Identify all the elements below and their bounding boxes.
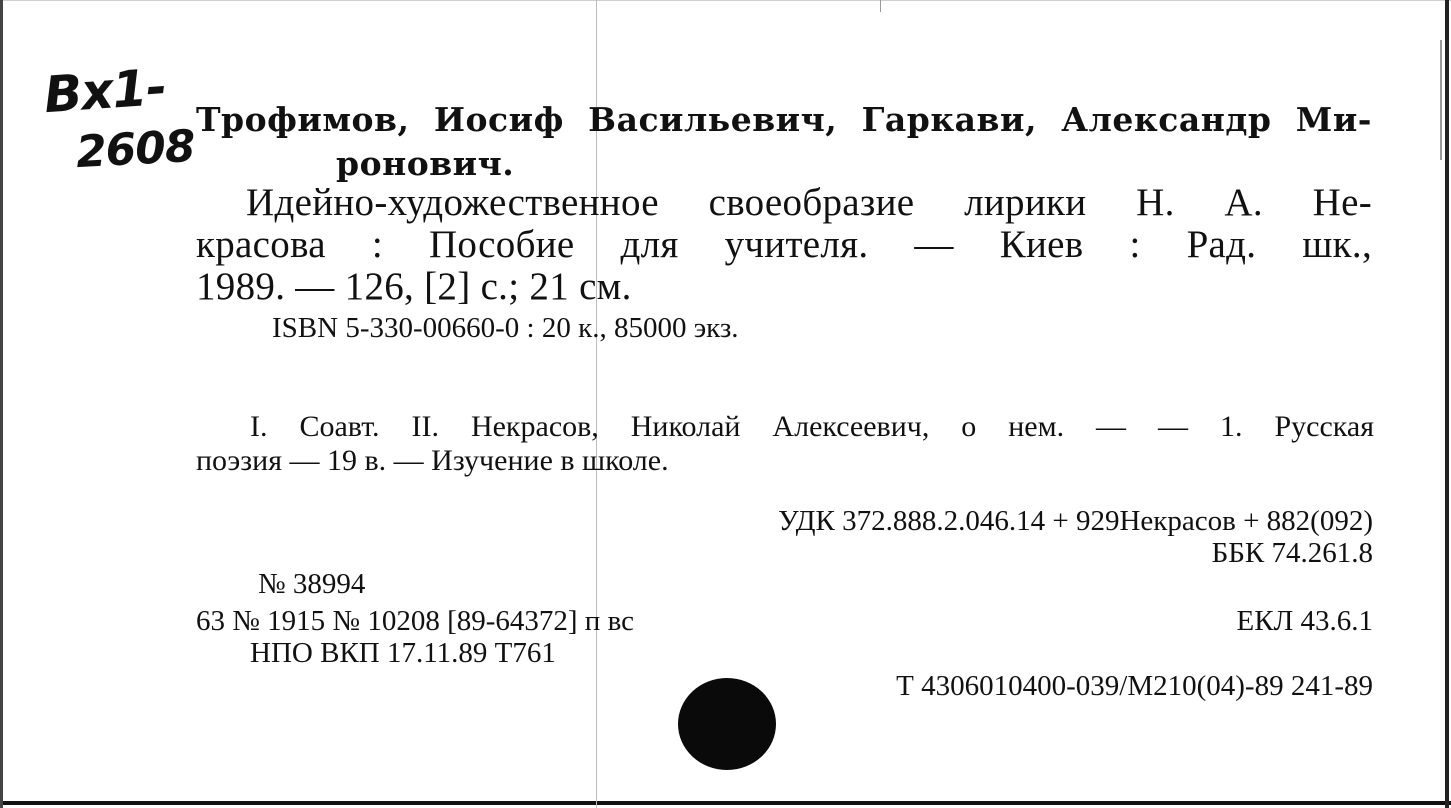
card-bottom-edge (0, 801, 1451, 805)
scan-mark-right (1440, 40, 1442, 160)
card-left-edge (0, 0, 3, 808)
punched-hole (678, 678, 776, 770)
author-heading-line1: Трофимов, Иосиф Васильевич, Гаркави, Александр Ми- (196, 100, 1372, 139)
ekl-code: ЕКЛ 43.6.1 (1236, 605, 1373, 637)
scan-mark-top (880, 0, 881, 12)
product-code: Т 4306010400-039/M210(04)-89 241-89 (896, 670, 1373, 702)
card-top-edge (0, 0, 1451, 1)
record-number: № 38994 (258, 568, 366, 600)
print-info-line: 63 № 1915 № 10208 [89-64372] п вс (196, 605, 634, 637)
bbk-code: ББК 74.261.8 (1211, 537, 1373, 569)
author-heading-line2: ронович. (336, 144, 515, 183)
title-line2: красова : Пособие для учителя. — Киев : Рад. шк., (196, 223, 1372, 266)
udk-code: УДК 372.888.2.046.14 + 929Некрасов + 882(092) (778, 505, 1373, 537)
handwritten-call-number-line2: 2608 (74, 120, 196, 179)
title-line1: Идейно-художественное своеобразие лирики Н. А. Не- (246, 181, 1372, 224)
tracings-line1: I. Соавт. II. Некрасов, Николай Алексеевич, о нем. — — 1. Русская (250, 410, 1374, 443)
handwritten-call-number-line1: Bx1- (42, 57, 168, 125)
tracings-line2: поэзия — 19 в. — Изучение в школе. (196, 444, 669, 477)
isbn-line: ISBN 5-330-00660-0 : 20 к., 85000 экз. (272, 312, 739, 344)
npo-line: НПО ВКП 17.11.89 Т761 (250, 637, 556, 669)
title-line3: 1989. — 126, [2] с.; 21 см. (196, 265, 632, 308)
card-right-edge (1445, 0, 1449, 808)
